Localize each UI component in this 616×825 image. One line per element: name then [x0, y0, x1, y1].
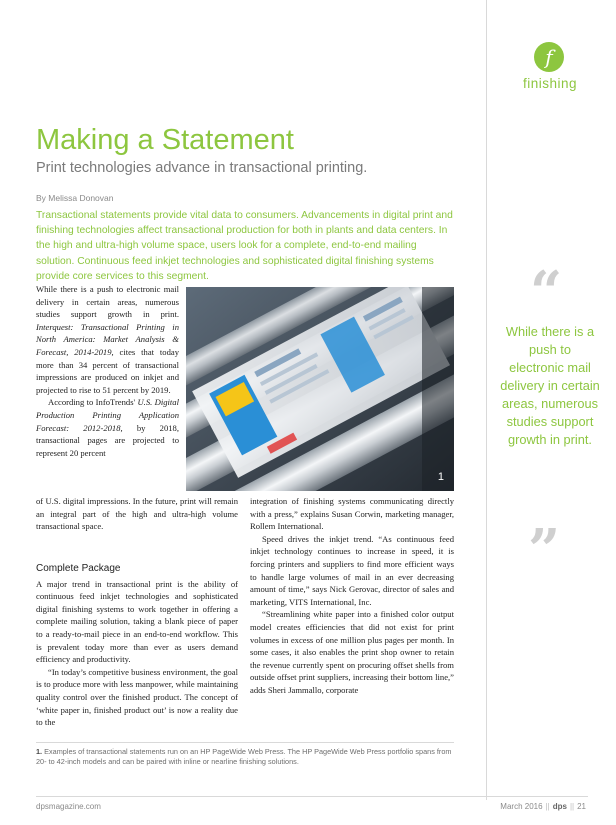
photo-number: 1	[437, 471, 444, 483]
body-paragraph: A major trend in transactional print is the ability of continuous feed inkjet technologies and sophisticated digital finishing systems to work together in offering a complete mailing solution, taking a blank piece of paper to a ready-to-mail piece in an end-to-end workflow. This is prevalent today more than ever as users demand efficiency and productivity.	[36, 578, 238, 665]
close-quote-icon: ”	[528, 517, 561, 583]
press-rollers-illustration	[186, 287, 454, 491]
byline: By Melissa Donovan	[36, 193, 114, 203]
body-paragraph: “Streamlining white paper into a finished color output model creates efficiencies that did not exist for print volumes in excess of one million plus pages per month. In some cases, it also enables the print shop owner to retain the revenue currently spent on procuring offset shells from outside offset print suppliers, increasing their bottom line,” adds Sheri Jammallo, corporate	[250, 609, 454, 695]
body-paragraph: integration of finishing systems communicating directly with a press,” explains Susan Corwin, marketing manager, Rollem International.	[250, 496, 454, 532]
body-paragraph: While there is a push to electronic mail delivery in certain areas, numerous studies support growth in print. Interquest: Transactional Printing in North America: Market Analysis & Forecast, 2014-2019, cites that today more than 34 percent of transactional impressions are produced on inkjet and projected to rise to 51 percent by 2019.	[36, 284, 180, 395]
page-number: 21	[577, 802, 586, 811]
open-quote-icon: “	[530, 259, 563, 325]
citation: U.S. Digital Production Printing Application Forecast: 2012-2018	[36, 397, 179, 433]
column-1-continued	[36, 495, 238, 533]
section-heading: Complete Package	[36, 563, 121, 574]
photo-caption: 1. Examples of transactional statements run on an HP PageWide Web Press. The HP PageWide Web Press portfolio spans from 20- to 42-inch models and can be paired with inline or nearline finishing solutions.	[36, 747, 452, 767]
intro-paragraph: Transactional statements provide vital data to consumers. Advancements in digital print and finishing technologies affect transactional production for both in plants and data centers. In the high and ultra-high volume space, users look for a complete, end-to-end mailing solution. Continuous feed inkjet technologies and sophisticated digital finishing systems provide core services to this segment.	[36, 210, 453, 282]
article-title: Making a Statement	[36, 124, 294, 156]
footer-folio: March 2016 || dps || 21	[500, 802, 586, 811]
column-1-lower	[36, 563, 238, 729]
section-badge-icon: f	[534, 42, 564, 72]
sidebar-divider	[486, 0, 487, 800]
body-paragraph: of U.S. digital impressions. In the future, print will remain an integral part of the high and ultra-high volume transactional space.	[36, 496, 238, 532]
column-2	[250, 495, 454, 697]
caption-divider	[36, 742, 454, 743]
column-1-upper	[36, 283, 179, 459]
section-label: finishing	[522, 76, 578, 91]
footer-brand: dps	[552, 802, 567, 811]
citation: Interquest: Transactional Printing in North America: Market Analysis & Forecast, 2014-2019	[36, 321, 179, 357]
press-photo	[186, 287, 454, 491]
body-paragraph: According to InfoTrends' U.S. Digital Production Printing Application Forecast: 2012-2018, by 2018, transactional pages are projected to represent 20 percent	[36, 397, 179, 458]
pull-quote: While there is a push to electronic mail delivery in certain areas, numerous studies support growth in print.	[500, 324, 600, 447]
body-paragraph: “In today’s competitive business environment, the goal is to produce more with less manpower, while maintaining quality control over the finished product. The concept of ‘white paper in, finished product out’ is now a reality due to the	[36, 666, 238, 728]
footer-site: dpsmagazine.com	[36, 802, 101, 811]
body-paragraph: Speed drives the inkjet trend. “As continuous feed inkjet technology continues to increase in speed, it is forcing printers and suppliers to find more efficient ways to handle large volumes of mail in an ever decreasing amount of time,” says Nick Gerovac, director of sales and marketing, VITS International, Inc.	[250, 533, 454, 607]
article-subtitle: Print technologies advance in transactional printing.	[36, 160, 368, 176]
footer-divider	[36, 796, 588, 797]
